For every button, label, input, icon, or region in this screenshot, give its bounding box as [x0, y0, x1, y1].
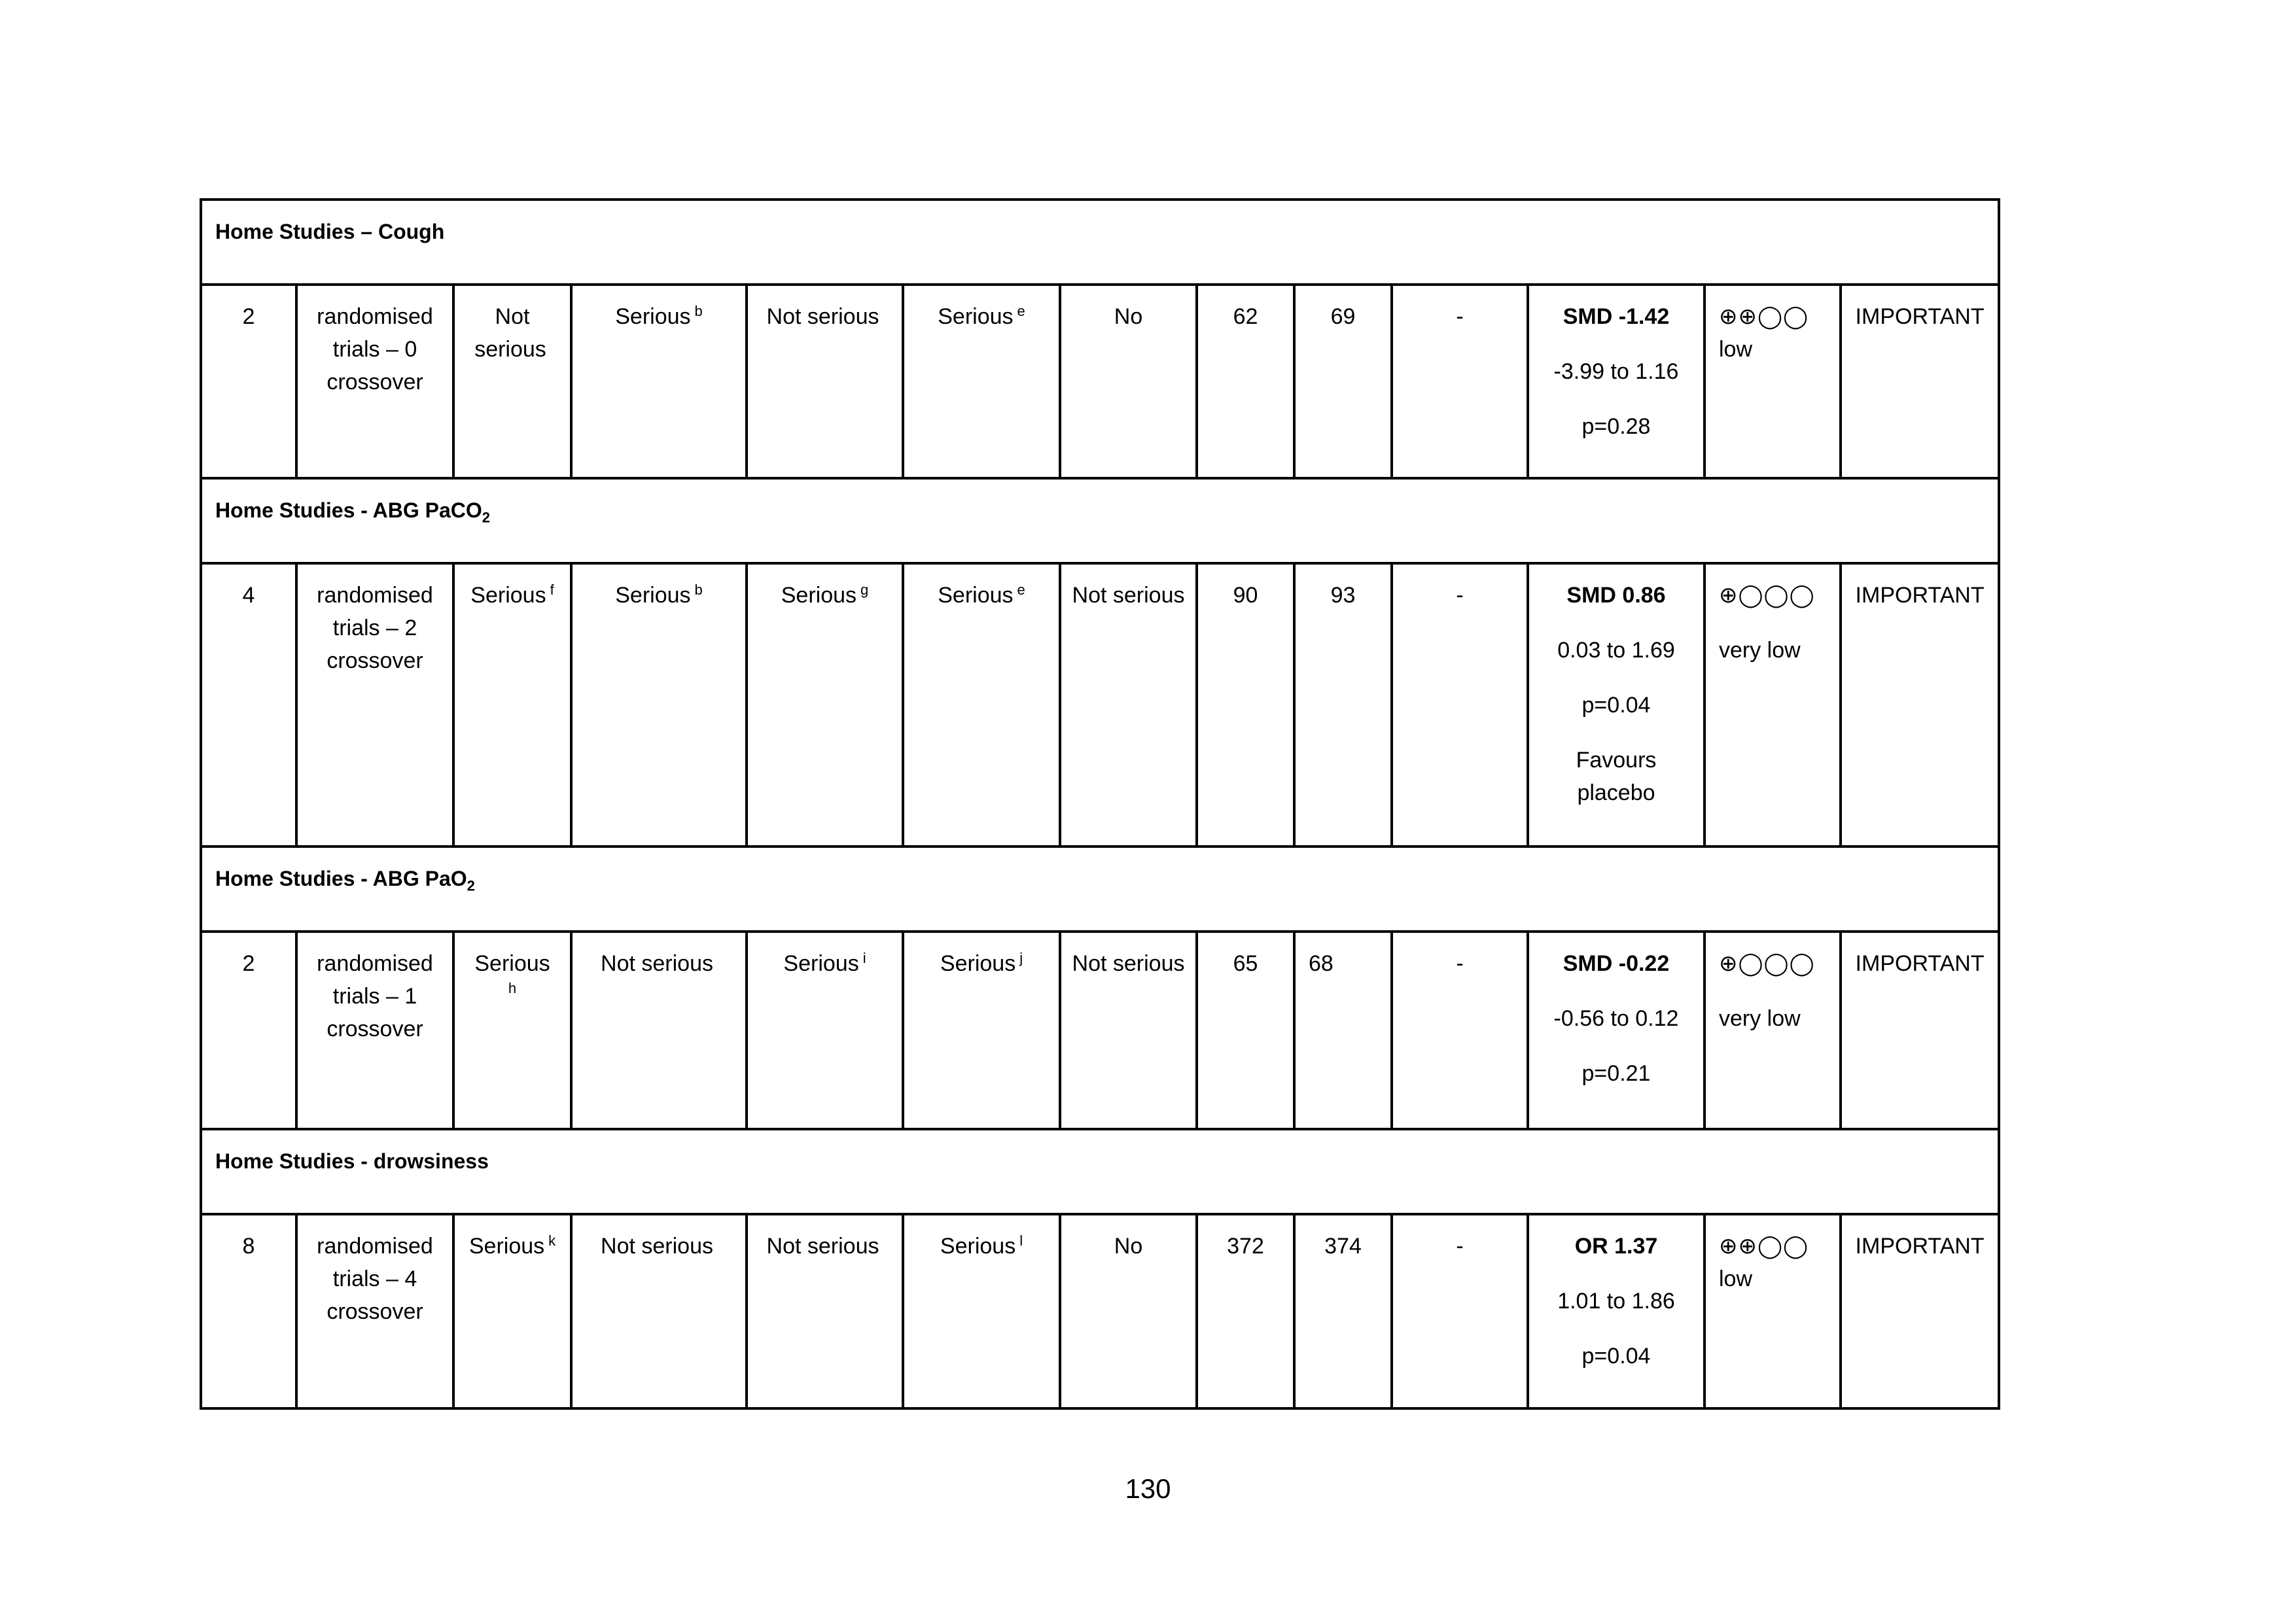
quality-cell [1704, 563, 1841, 846]
effect-cell [1528, 285, 1704, 478]
inconsistency: Not serious [571, 1214, 747, 1408]
study-design: randomised trials – 1 crossover [296, 932, 453, 1129]
effect-p: p=0.04 [1581, 693, 1651, 718]
quality-symbols: ⊕⊕◯◯ [1719, 304, 1809, 329]
inconsistency: Not serious [571, 932, 747, 1129]
quality-symbols: ⊕◯◯◯ [1719, 583, 1815, 608]
intervention-n: 65 [1197, 932, 1294, 1129]
inconsistency: Serious $^b$ [571, 563, 747, 846]
control-n: 68 [1294, 932, 1392, 1129]
risk-of-bias: Not serious [453, 285, 571, 478]
control-n: 69 [1294, 285, 1392, 478]
effect-measure: SMD -1.42 [1563, 304, 1670, 329]
importance: IMPORTANT [1841, 932, 1999, 1129]
table-row [201, 1214, 1999, 1408]
other-considerations: Not serious [1060, 932, 1197, 1129]
imprecision: Serious $^e$ [903, 285, 1060, 478]
effect-cell [1528, 1214, 1704, 1408]
relative-effect: - [1392, 932, 1528, 1129]
quality-label: very low [1719, 1006, 1801, 1031]
table-row [201, 285, 1999, 478]
control-n: 93 [1294, 563, 1392, 846]
study-design: randomised trials – 2 crossover [296, 563, 453, 846]
section-title: Home Studies - drowsiness [201, 1129, 1999, 1214]
control-n: 374 [1294, 1214, 1392, 1408]
section-title: Home Studies – Cough [201, 200, 1999, 285]
quality-label: low [1719, 1266, 1753, 1291]
importance: IMPORTANT [1841, 1214, 1999, 1408]
quality-label: very low [1719, 638, 1801, 663]
effect-p: p=0.28 [1581, 414, 1651, 439]
effect-measure: OR 1.37 [1574, 1234, 1658, 1259]
quality-cell [1704, 932, 1841, 1129]
section-header-row [201, 200, 1999, 285]
evidence-profile-table [200, 198, 2000, 1410]
importance: IMPORTANT [1841, 285, 1999, 478]
table-row [201, 563, 1999, 846]
studies-count: 8 [201, 1214, 296, 1408]
section-header-row [201, 1129, 1999, 1214]
section-header-row [201, 478, 1999, 563]
study-design: randomised trials – 0 crossover [296, 285, 453, 478]
imprecision: Serious $^j$ [903, 932, 1060, 1129]
other-considerations: No [1060, 1214, 1197, 1408]
indirectness: Not serious [747, 285, 903, 478]
section-header-row [201, 846, 1999, 932]
quality-symbols: ⊕⊕◯◯ [1719, 1234, 1809, 1259]
importance: IMPORTANT [1841, 563, 1999, 846]
relative-effect: - [1392, 563, 1528, 846]
effect-p: p=0.21 [1581, 1061, 1651, 1086]
studies-count: 2 [201, 285, 296, 478]
page-number: 130 [1125, 1473, 1171, 1504]
effect-measure: SMD -0.22 [1563, 951, 1670, 976]
inconsistency: Serious $^b$ [571, 285, 747, 478]
relative-effect: - [1392, 285, 1528, 478]
effect-cell [1528, 563, 1704, 846]
table-row [201, 932, 1999, 1129]
quality-symbols: ⊕◯◯◯ [1719, 951, 1815, 976]
effect-ci: 1.01 to 1.86 [1557, 1289, 1675, 1314]
effect-cell [1528, 932, 1704, 1129]
studies-count: 2 [201, 932, 296, 1129]
quality-cell [1704, 1214, 1841, 1408]
indirectness: Not serious [747, 1214, 903, 1408]
quality-label: low [1719, 337, 1753, 362]
risk-of-bias: Serious h [453, 932, 571, 1129]
other-considerations: Not serious [1060, 563, 1197, 846]
relative-effect: - [1392, 1214, 1528, 1408]
effect-ci: 0.03 to 1.69 [1557, 638, 1675, 663]
intervention-n: 372 [1197, 1214, 1294, 1408]
risk-of-bias: Serious $^f$ [453, 563, 571, 846]
effect-note: Favours placebo [1576, 748, 1657, 805]
risk-of-bias: Serious $^k$ [453, 1214, 571, 1408]
quality-cell [1704, 285, 1841, 478]
effect-ci: -0.56 to 0.12 [1553, 1006, 1679, 1031]
intervention-n: 62 [1197, 285, 1294, 478]
imprecision: Serious $^e$ [903, 563, 1060, 846]
effect-ci: -3.99 to 1.16 [1553, 359, 1679, 384]
other-considerations: No [1060, 285, 1197, 478]
indirectness: Serious $^g$ [747, 563, 903, 846]
study-design: randomised trials – 4 crossover [296, 1214, 453, 1408]
indirectness: Serious $^i$ [747, 932, 903, 1129]
section-title: Home Studies - ABG PaCO$_2$ [201, 478, 1999, 563]
effect-p: p=0.04 [1581, 1344, 1651, 1369]
section-title: Home Studies - ABG PaO$_2$ [201, 846, 1999, 932]
effect-measure: SMD 0.86 [1566, 583, 1666, 608]
imprecision: Serious $^l$ [903, 1214, 1060, 1408]
intervention-n: 90 [1197, 563, 1294, 846]
studies-count: 4 [201, 563, 296, 846]
